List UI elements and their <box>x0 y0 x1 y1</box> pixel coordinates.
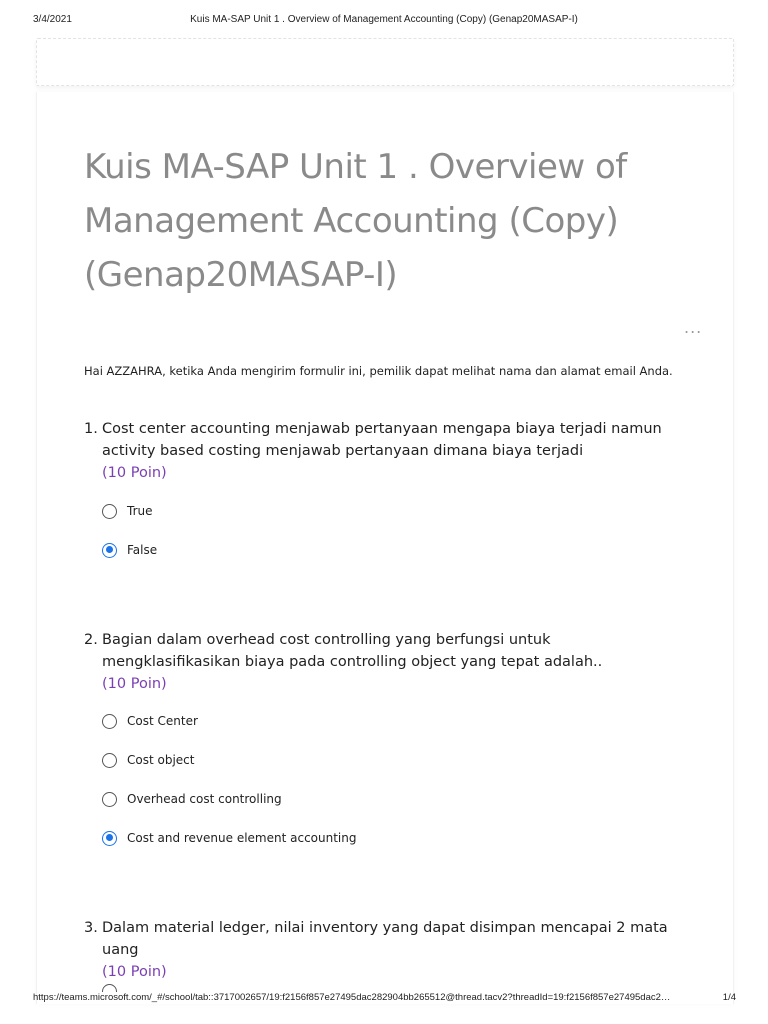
radio-checked-icon[interactable] <box>102 543 117 558</box>
option-label: True <box>127 504 153 518</box>
question-text: Dalam material ledger, nilai inventory yang dapat disimpan mencapai 2 mata uang <box>102 920 668 958</box>
form-title: Kuis MA-SAP Unit 1 . Overview of Management Accounting (Copy) (Genap20MASAP-I) <box>84 147 627 295</box>
option-label: Overhead cost controlling <box>127 792 282 806</box>
question-3 <box>84 917 684 983</box>
option-label: Cost and revenue element accounting <box>127 831 357 845</box>
radio-checked-icon[interactable] <box>102 831 117 846</box>
form-banner <box>36 38 734 86</box>
question-text: Cost center accounting menjawab pertanyaan mengapa biaya terjadi namun activity based costing menjawab pertanyaan dimana biaya terjadi <box>102 421 662 459</box>
option-cost-object[interactable] <box>102 749 194 771</box>
option-label: Cost Center <box>127 714 198 728</box>
privacy-notice: Hai AZZAHRA, ketika Anda mengirim formulir ini, pemilik dapat melihat nama dan alamat email Anda. <box>84 364 673 378</box>
more-options-icon[interactable]: ... <box>684 318 703 337</box>
radio-unchecked-icon[interactable] <box>102 504 117 519</box>
print-date: 3/4/2021 <box>33 14 72 25</box>
radio-unchecked-icon[interactable] <box>102 984 117 992</box>
question-points: (10 Poin) <box>102 676 167 692</box>
page-number: 1/4 <box>722 992 736 1003</box>
print-title: Kuis MA-SAP Unit 1 . Overview of Management Accounting (Copy) (Genap20MASAP-I) <box>190 14 578 25</box>
option-label: Cost object <box>127 753 195 767</box>
question-points: (10 Poin) <box>102 964 167 980</box>
question-points: (10 Poin) <box>102 465 167 481</box>
option-cost-center[interactable] <box>102 710 198 732</box>
print-url: https://teams.microsoft.com/_#/school/tab::3717002657/19:f2156f857e27495dac282904bb265512@thread.tacv2?threadId=19:f2156f857e27495dac2… <box>33 992 671 1003</box>
radio-unchecked-icon[interactable] <box>102 792 117 807</box>
print-header <box>0 14 768 28</box>
option-label: False <box>127 543 158 557</box>
option-overhead-cost-controlling[interactable] <box>102 788 282 810</box>
option-true[interactable] <box>102 500 153 522</box>
option-cost-revenue-element-accounting[interactable] <box>102 827 357 849</box>
question-number: 2. <box>84 632 98 648</box>
option-false[interactable] <box>102 539 157 561</box>
radio-unchecked-icon[interactable] <box>102 753 117 768</box>
question-number: 3. <box>84 920 98 936</box>
question-2 <box>84 629 684 695</box>
question-number: 1. <box>84 421 98 437</box>
radio-unchecked-icon[interactable] <box>102 714 117 729</box>
print-footer <box>0 992 768 1006</box>
question-1 <box>84 418 684 484</box>
question-text: Bagian dalam overhead cost controlling yang berfungsi untuk mengklasifikasikan biaya pada controlling object yang tepat adalah.. <box>102 632 603 670</box>
